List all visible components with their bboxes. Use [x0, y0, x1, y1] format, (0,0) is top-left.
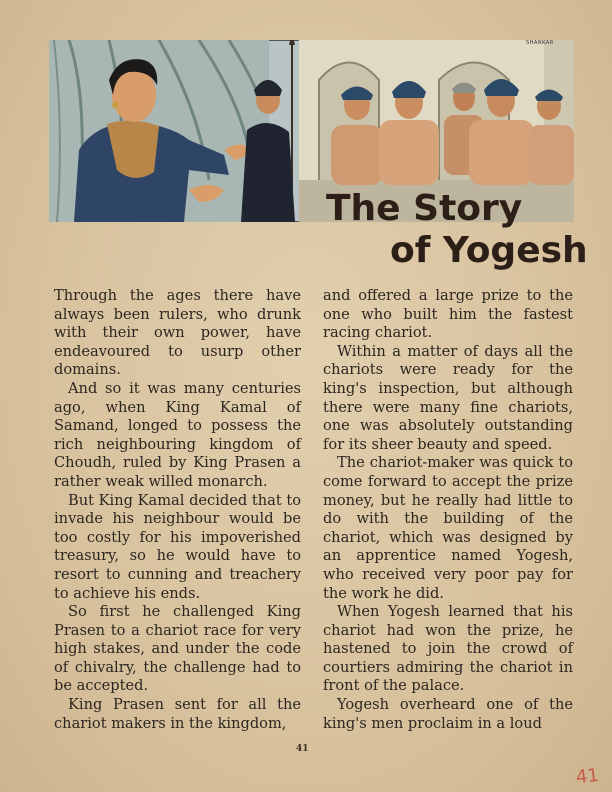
- artist-signature: SHANKAR: [526, 40, 554, 46]
- paragraph: and offered a large prize to the one who built him the fastest racing chariot.: [323, 287, 573, 342]
- paragraph: The chariot-maker was quick to come forward to accept the prize money, but he really had little to do with the building of the chariot, which was designed by an apprentice named Yogesh, who received very poor pay for the work he did.: [323, 454, 573, 602]
- paragraph: When Yogesh learned that his chariot had won the prize, he hastened to join the crowd of courtiers admiring the chariot in front of the palace.: [323, 603, 573, 695]
- handwritten-page-number: 41: [574, 764, 600, 789]
- left-text-column: [54, 287, 301, 733]
- paragraph: So first he challenged King Prasen to a chariot race for very high stakes, and under the code of chivalry, the challenge had to be accepted.: [54, 603, 301, 695]
- right-text-column: [323, 287, 573, 733]
- paragraph: Through the ages there have always been rulers, who drunk with their own power, have endeavoured to usurp other domains.: [54, 287, 301, 379]
- title-line-2: of Yogesh: [390, 230, 588, 271]
- paragraph: Yogesh overheard one of the king's men proclaim in a loud: [323, 696, 573, 732]
- paragraph: Within a matter of days all the chariots were ready for the king's inspection, but although there were many fine chariots, one was absolutely outstanding for its sheer beauty and speed.: [323, 342, 573, 453]
- paragraph: King Prasen sent for all the chariot makers in the kingdom,: [54, 696, 301, 732]
- page-number: 41: [296, 744, 309, 754]
- paragraph: And so it was many centuries ago, when King Kamal of Samand, longed to possess the rich neighbouring kingdom of Choudh, ruled by King Prasen a rather weak willed monarch.: [54, 379, 301, 490]
- paragraph: But King Kamal decided that to invade his neighbour would be too costly for his impoverished treasury, so he would have to resort to cunning and treachery to achieve his ends.: [54, 491, 301, 602]
- title-line-1: The Story: [326, 188, 523, 229]
